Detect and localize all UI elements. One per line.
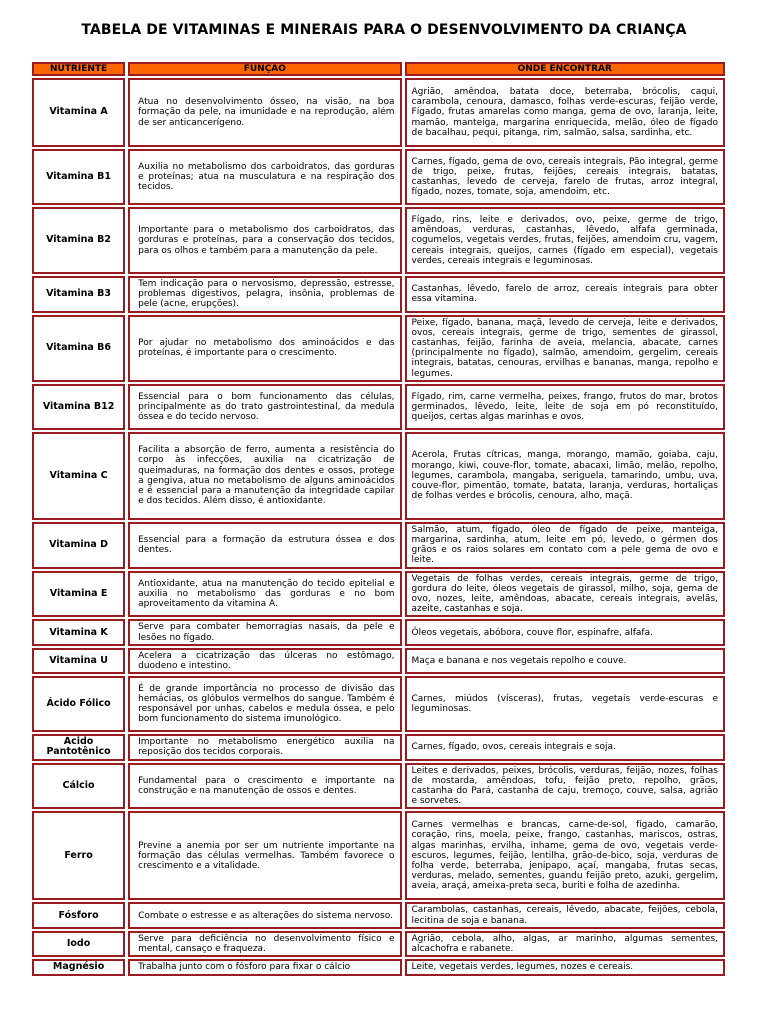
nutrient-sources: Leite, vegetais verdes, legumes, nozes e cereais. — [405, 959, 725, 975]
table-row — [32, 734, 725, 760]
table-row — [32, 931, 725, 957]
table-row — [32, 619, 725, 645]
nutrient-name: Vitamina E — [32, 571, 125, 618]
table-row — [32, 276, 725, 313]
nutrient-function: Atua no desenvolvimento ósseo, na visão, na boa formação da pele, na imunidade e na reprodução, além de ser anticancerígeno. — [128, 78, 401, 147]
nutrient-function: Facilita a absorção de ferro, aumenta a resistência do corpo às infecções, auxilia na cicatrização de queimaduras, na formação dos dentes e ossos, protege a gengiva, atua no metabolismo de alguns aminoácidos e é essencial para a manutenção da integridade capilar e dos tecidos. Além disso, é antioxidante. — [128, 432, 401, 520]
nutrient-sources: Agrião, amêndoa, batata doce, beterraba, brócolis, caqui, carambola, cenoura, damasco, folhas verde-escuras, feijão verde, Fígado, frutas amarelas como manga, gema de ovo, laranja, leite, mamão, manteiga, margarina enriquecida, melão, óleo de fígado de bacalhau, pequi, pitanga, rim, salmão, salsa, sardinha, etc. — [405, 78, 725, 147]
nutrient-sources: Carnes, fígado, ovos, cereais integrais e soja. — [405, 734, 725, 760]
nutrient-function: Importante para o metabolismo dos carboidratos, das gorduras e proteínas, para a conservação dos tecidos, para os olhos e também para a manutenção da pele. — [128, 207, 401, 274]
nutrient-sources: Carnes vermelhas e brancas, carne-de-sol, fígado, camarão, coração, rins, moela, peixe, frango, castanhas, mariscos, ostras, algas marinhas, ervilha, inhame, gema de ovo, vegetais verde-escuros, legumes, feijão, lentilha, grão-de-bico, soja, verduras de folha verde, beterraba, jenipapo, açaí, mangaba, frutas secas, verduras, melado, sementes, guandu feijão preto, azuki, gergelim, aveia, araçá, ameixa-preta seca, buriti e folha de azedinha. — [405, 811, 725, 900]
nutrient-sources: Castanhas, lêvedo, farelo de arroz, cereais integrais para obter essa vitamina. — [405, 276, 725, 313]
table-row — [32, 648, 725, 674]
nutrient-function: Essencial para o bom funcionamento das células, principalmente as do trato gastrointestinal, da medula óssea e do tecido nervoso. — [128, 384, 401, 430]
table-row — [32, 432, 725, 520]
nutrient-sources: Vegetais de folhas verdes, cereais integrais, germe de trigo, gordura do leite, óleos vegetais de girassol, milho, soja, gema de ovo, nozes, leite, amêndoas, abacate, cereais integrais, avelãs, azeite, castanhas e soja. — [405, 571, 725, 618]
nutrient-function: Trabalha junto com o fósforo para fixar o cálcio — [128, 959, 401, 975]
nutrient-name: Vitamina B12 — [32, 384, 125, 430]
nutrient-function: Importante no metabolismo energético auxilia na reposição dos tecidos corporais. — [128, 734, 401, 760]
nutrient-sources: Fígado, rim, carne vermelha, peixes, frango, frutos do mar, brotos germinados, lêvedo, leite, leite de soja em pó reconstituído, queijos, certas algas marinhas e ovos. — [405, 384, 725, 430]
nutrient-name: Vitamina K — [32, 619, 125, 645]
nutrient-name: Vitamina C — [32, 432, 125, 520]
table-row — [32, 207, 725, 274]
nutrient-name: Ácido Fólico — [32, 676, 125, 732]
nutrient-name: Vitamina A — [32, 78, 125, 147]
nutrient-sources: Carnes, fígado, gema de ovo, cereais integrais, Pão integral, germe de trigo, peixe, frutas, feijões, cereais integrais, batatas, castanhas, levedo de cerveja, farelo de frutas, arroz integral, fígado, nozes, tomate, soja, amendoim, etc. — [405, 149, 725, 205]
nutrient-function: Auxilia no metabolismo dos carboidratos, das gorduras e proteínas; atua na musculatura e na respiração dos tecidos. — [128, 149, 401, 205]
table-row — [32, 676, 725, 732]
nutrient-name: Vitamina D — [32, 522, 125, 569]
table-row — [32, 959, 725, 975]
header-function: FUNÇÃO — [128, 62, 401, 76]
nutrient-sources: Salmão, atum, fígado, óleo de fígado de peixe, manteiga, margarina, sardinha, atum, leite em pó, levedo, o gérmen dos grãos e os raios solares em contato com a pele gema de ovo e leite. — [405, 522, 725, 569]
table-row — [32, 78, 725, 147]
nutrient-function: Fundamental para o crescimento e importante na construção e na manutenção de ossos e dentes. — [128, 763, 401, 810]
nutrient-sources: Carnes, miúdos (vísceras), frutas, vegetais verde-escuras e leguminosas. — [405, 676, 725, 732]
nutrient-function: É de grande importância no processo de divisão das hemácias, os glóbulos vermelhos do sangue. Também é responsável por unhas, cabelos e medula óssea, e pelo bom funcionamento do sistema imunológico. — [128, 676, 401, 732]
header-nutrient: NUTRIENTE — [32, 62, 125, 76]
nutrient-name: Magnésio — [32, 959, 125, 975]
table-row — [32, 902, 725, 928]
nutrient-function: Por ajudar no metabolismo dos aminoácidos e das proteínas, é importante para o crescimento. — [128, 315, 401, 382]
nutrient-name: Vitamina B2 — [32, 207, 125, 274]
table-row — [32, 315, 725, 382]
nutrient-sources: Leites e derivados, peixes, brócolis, verduras, feijão, nozes, folhas de mostarda, amêndoas, tofu, feijão preto, repolho, grãos, castanha do Pará, castanha de caju, tremoço, couve, salsa, agrião e sorvetes. — [405, 763, 725, 810]
nutrient-function: Acelera a cicatrização das úlceras no estômago, duodeno e intestino. — [128, 648, 401, 674]
nutrient-sources: Acerola, Frutas cítricas, manga, morango, mamão, goiaba, caju, morango, kiwi, couve-flor, tomate, abacaxi, limão, melão, repolho, legumes, carambola, mangaba, seriguela, tamarindo, umbu, uva, couve-flor, pimentão, tomate, batata, laranja, verduras, hortaliças de folhas verdes e brócolis, cenoura, alho, maçã. — [405, 432, 725, 520]
header-sources: ONDE ENCONTRAR — [405, 62, 725, 76]
nutrient-function: Previne a anemia por ser um nutriente importante na formação das células vermelhas. Também favorece o crescimento e a vitalidade. — [128, 811, 401, 900]
nutrient-sources: Óleos vegetais, abóbora, couve flor, espinafre, alfafa. — [405, 619, 725, 645]
page-title: TABELA DE VITAMINAS E MINERAIS PARA O DESENVOLVIMENTO DA CRIANÇA — [81, 22, 687, 38]
nutrient-sources: Maça e banana e nos vegetais repolho e couve. — [405, 648, 725, 674]
nutrient-function: Serve para combater hemorragias nasais, da pele e lesões no fígado. — [128, 619, 401, 645]
nutrient-name: Cálcio — [32, 763, 125, 810]
table-row — [32, 571, 725, 618]
table-header-row — [32, 62, 725, 76]
nutrient-name: Fósforo — [32, 902, 125, 928]
table-row — [32, 149, 725, 205]
table-row — [32, 763, 725, 810]
nutrient-function: Combate o estresse e as alterações do sistema nervoso. — [128, 902, 401, 928]
nutrient-function: Serve para deficiência no desenvolvimento físico e mental, cansaço e fraqueza. — [128, 931, 401, 957]
table-row — [32, 811, 725, 900]
nutrient-function: Essencial para a formação da estrutura óssea e dos dentes. — [128, 522, 401, 569]
nutrient-name: Ferro — [32, 811, 125, 900]
table-row — [32, 384, 725, 430]
nutrient-sources: Fígado, rins, leite e derivados, ovo, peixe, germe de trigo, amêndoas, verduras, castanhas, lêvedo, alfafa germinada, cogumelos, vegetais verdes, frutas, feijões, amendoim cru, vagem, cereais integrais, queijos, carnes (fígado em especial), vegetais verdes, cereais integrais e leguminosas. — [405, 207, 725, 274]
table-row — [32, 522, 725, 569]
nutrient-function: Antioxidante, atua na manutenção do tecido epitelial e auxilia no metabolismo das gorduras e no bom aproveitamento da vitamina A. — [128, 571, 401, 618]
nutrient-table — [29, 60, 728, 978]
nutrient-name: Vitamina U — [32, 648, 125, 674]
nutrient-sources: Carambolas, castanhas, cereais, lêvedo, abacate, feijões, cebola, lecitina de soja e banana. — [405, 902, 725, 928]
nutrient-sources: Peixe, fígado, banana, maçã, levedo de cerveja, leite e derivados, ovos, cereais integrais, germe de trigo, sementes de girassol, castanhas, feijão, farinha de aveia, melancia, abacate, carnes (principalmente no fígado), salmão, amendoim, gergelim, cereais integrais, batatas, cenouras, ervilhas e bananas, manga, repolho e legumes. — [405, 315, 725, 382]
nutrient-name: Iodo — [32, 931, 125, 957]
nutrient-name: Vitamina B1 — [32, 149, 125, 205]
nutrient-name: Ácido Pantotênico — [32, 734, 125, 760]
nutrient-name: Vitamina B6 — [32, 315, 125, 382]
nutrient-name: Vitamina B3 — [32, 276, 125, 313]
nutrient-sources: Agrião, cebola, alho, algas, ar marinho, algumas sementes, alcachofra e rabanete. — [405, 931, 725, 957]
nutrient-function: Tem indicação para o nervosismo, depressão, estresse, problemas digestivos, pelagra, insônia, problemas de pele (acne, erupções). — [128, 276, 401, 313]
